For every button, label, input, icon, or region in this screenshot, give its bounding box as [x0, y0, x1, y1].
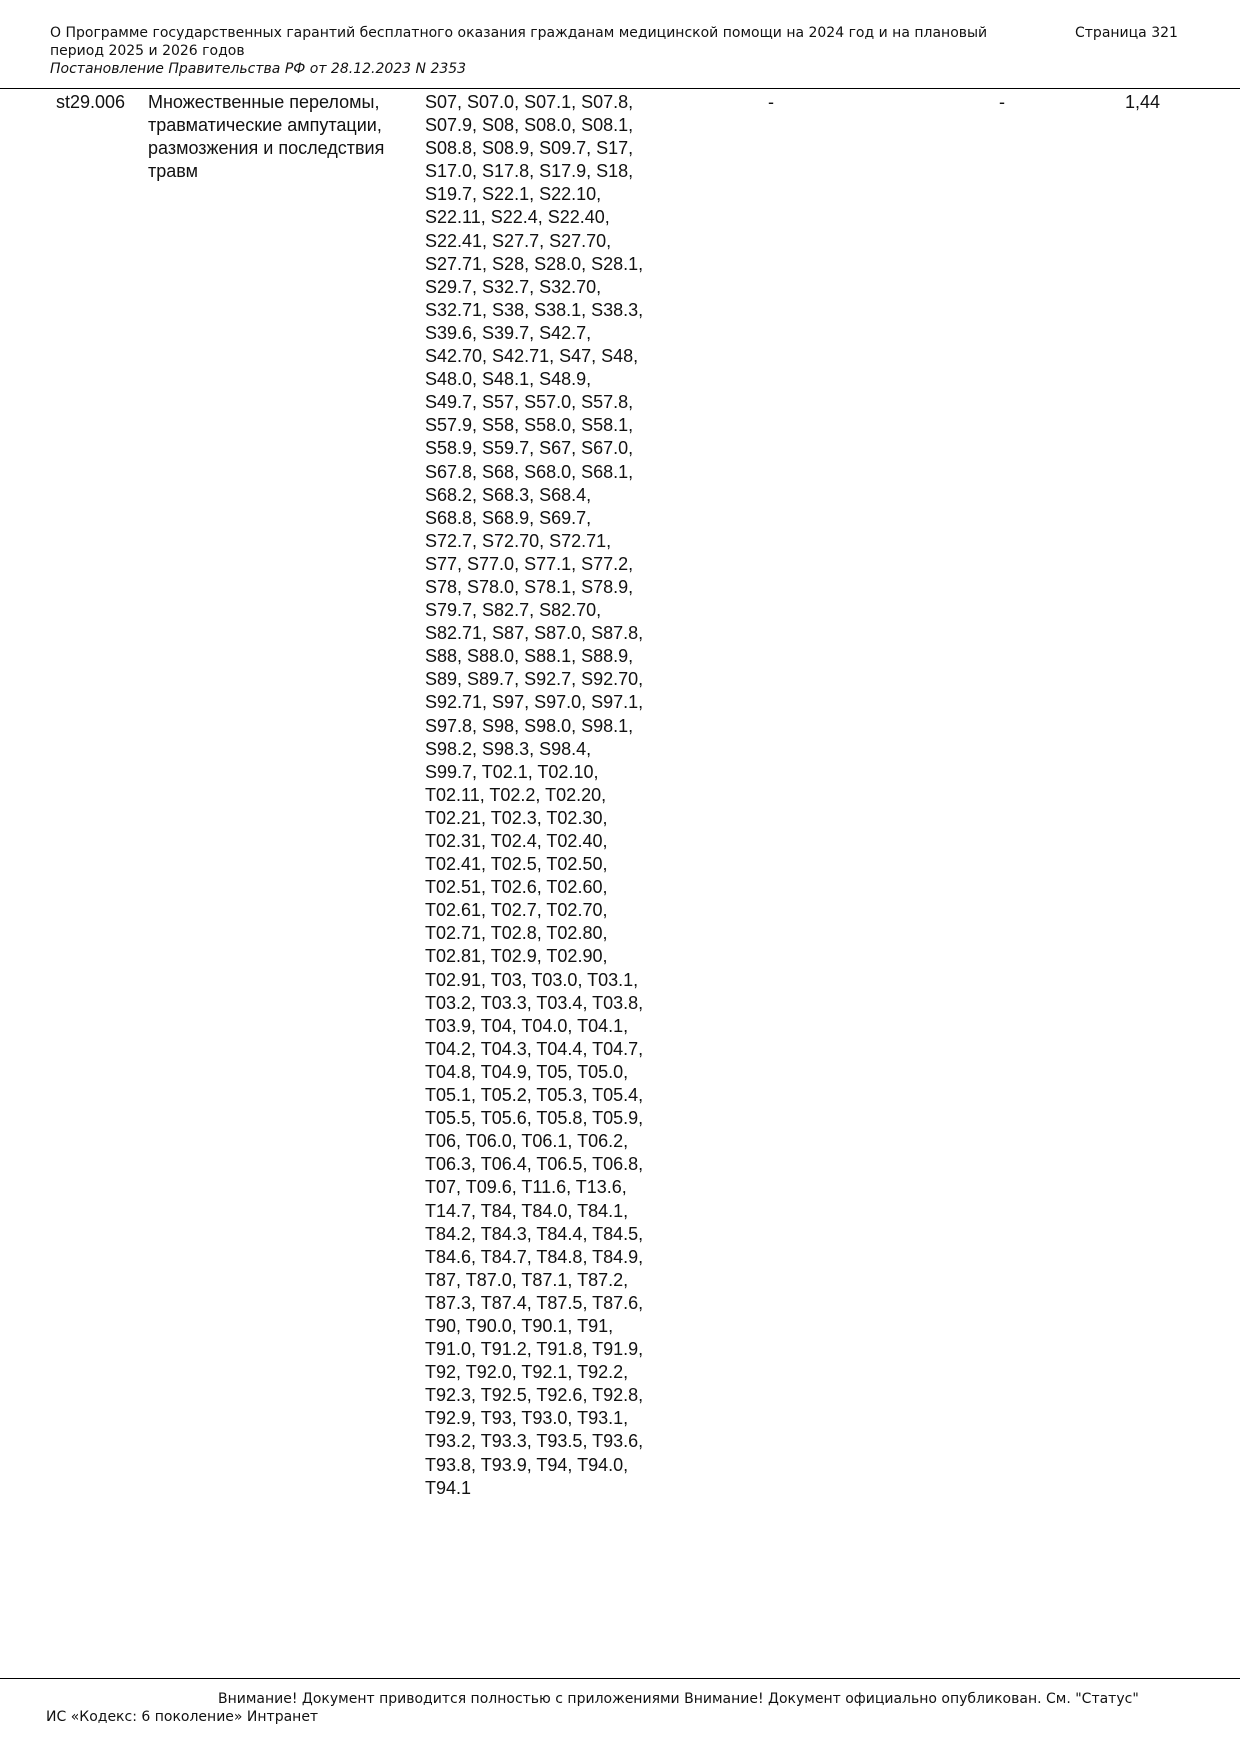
footer-notice: Внимание! Документ приводится полностью с приложениями Внимание! Документ официально опубликован. См. "Статус" [218, 1691, 1139, 1707]
footer-divider [0, 1678, 1240, 1679]
row-col4-cell: - [768, 92, 774, 112]
document-subtitle: Постановление Правительства РФ от 28.12.2023 N 2353 [50, 61, 467, 77]
footer-source: ИС «Кодекс: 6 поколение» Интранет [46, 1709, 319, 1725]
row-col5-cell: - [999, 92, 1005, 112]
row-name-cell: Множественные переломы, травматические ампутации, размозжения и последствия травм [148, 92, 385, 182]
row-icd-codes-cell: S07, S07.0, S07.1, S07.8, S07.9, S08, S08.0, S08.1, S08.8, S08.9, S09.7, S17, S17.0, S17.8, S17.9, S18, S19.7, S22.1, S22.10, S22.11, S22.4, S22.40, S22.41, S27.7, S27.70, S27.71, S28, S28.0, S28.1, S29.7, S32.7, S32.70, S32.71, S38, S38.1, S38.3, S39.6, S39.7, S42.7, S42.70, S42.71, S47, S48, S48.0, S48.1, S48.9, S49.7, S57, S57.0, S57.8, S57.9, S58, S58.0, S58.1, S58.9, S59.7, S67, S67.0, S67.8, S68, S68.0, S68.1, S68.2, S68.3, S68.4, S68.8, S68.9, S69.7, S72.7, S72.70, S72.71, S77, S77.0, S77.1, S77.2, S78, S78.0, S78.1, S78.9, S79.7, S82.7, S82.70, S82.71, S87, S87.0, S87.8, S88, S88.0, S88.1, S88.9, S89, S89.7, S92.7, S92.70, S92.71, S97, S97.0, S97.1, S97.8, S98, S98.0, S98.1, S98.2, S98.3, S98.4, S99.7, T02.1, T02.10, T02.11, T02.2, T02.20, T02.21, T02.3, T02.30, T02.31, T02.4, T02.40, T02.41, T02.5, T02.50, T02.51, T02.6, T02.60, T02.61, T02.7, T02.70, T02.71, T02.8, T02.80, T02.81, T02.9, T02.90, T02.91, T03, T03.0, T03.1, T03.2, T03.3, T03.4, T03.8, T03.9, T04, T04.0, T04.1, T04.2, T04.3, T04.4, T04.7, T04.8, T04.9, T05, T05.0, T05.1, T05.2, T05.3, T05.4, T05.5, T05.6, T05.8, T05.9, T06, T06.0, T06.1, T06.2, T06.3, T06.4, T06.5, T06.8, T07, T09.6, T11.6, T13.6, T14.7, T84, T84.0, T84.1, T84.2, T84.3, T84.4, T84.5, T84.6, T84.7, T84.8, T84.9, T87, T87.0, T87.1, T87.2, T87.3, T87.4, T87.5, T87.6, T90, T90.0, T90.1, T91, T91.0, T91.2, T91.8, T91.9, T92, T92.0, T92.1, T92.2, T92.3, T92.5, T92.6, T92.8, T92.9, T93, T93.0, T93.1, T93.2, T93.3, T93.5, T93.6, T93.8, T93.9, T94, T94.0, T94.1 [425, 92, 644, 1498]
page-number: Страница 321 [1075, 25, 1178, 41]
row-coefficient-cell: 1,44 [1125, 92, 1161, 112]
row-code-cell: st29.006 [56, 92, 126, 112]
document-title: О Программе государственных гарантий бесплатного оказания гражданам медицинской помощи на 2024 год и на плановый период 2025 и 2026 годов [50, 25, 988, 59]
header-divider [0, 88, 1240, 89]
